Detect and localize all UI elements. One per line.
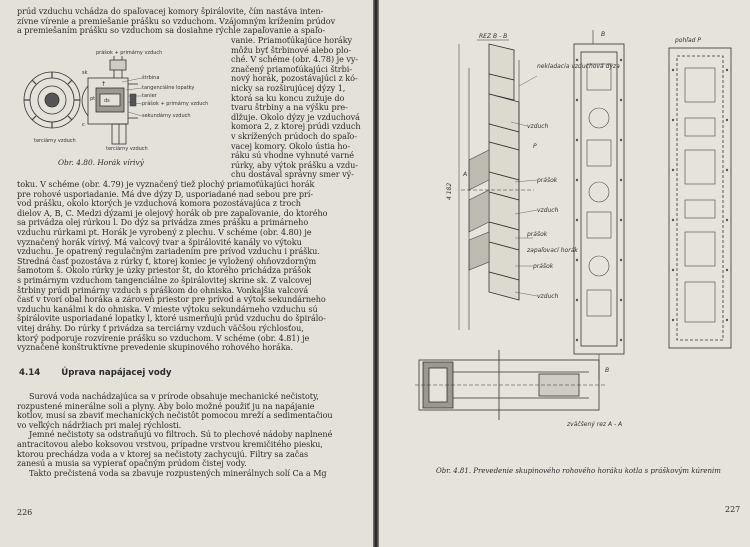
label-a: A	[463, 171, 468, 178]
text-line: zívne vírenie a premiešanie prášku so vzduchom. Vzájomným krížením prúdov	[17, 15, 336, 26]
text-line: vitej dráhy. Do rúrky ť privádza sa terciárny vzduch väčšou rýchlosťou,	[17, 322, 304, 333]
page-number-right: 227	[725, 505, 741, 514]
figure-label: štrbina	[142, 75, 160, 81]
text-line: vanie. Priamoťúkajúce horáky	[231, 35, 353, 45]
figure-label: pt	[90, 96, 96, 102]
figure-label: vzduch	[537, 207, 559, 214]
text-line: ché. V schéme (obr. 4.78) je vy-	[231, 54, 359, 65]
figure-label: tanier	[142, 93, 157, 99]
text-line: dielov A, B, C. Medzi dýzami je olejový horák ob pre zapaľovanie, do ktorého	[17, 207, 328, 218]
section-label: zväčšený rez A - A	[567, 421, 623, 428]
figure-label: tangenciálne lopatky	[142, 85, 195, 91]
text-line: ktorou prechádza voda a v ktorej sa nečistoty zachycujú. Filtry sa začas	[17, 448, 309, 459]
text-line: ktorá sa ku koncu zužuje do	[231, 92, 345, 103]
text-line: Jemné nečistoty sa odstraňujú vo filtroch. Sú to plechové nádoby naplnené	[29, 429, 333, 440]
section-number: 4.14	[19, 368, 41, 378]
text-line: ktorý podporuje rozvírenie prášku so vzduchom. V schéme (obr. 4.81) je	[17, 332, 310, 343]
figure-label: vzduch	[537, 293, 559, 300]
text-line: zanesú a musia sa vypierať opačným prúdom čistej vody.	[17, 458, 247, 469]
text-line: komora 2, z ktorej prúdi vzduch	[231, 121, 361, 132]
page-number-left: 226	[17, 508, 33, 517]
text-line: vyznačený horák vírivý. Má valcový tvar a špirálovité kanály vo výtoku	[17, 236, 302, 247]
label-b-bottom: B	[605, 367, 610, 374]
figure-caption: Obr. 4.80. Horák vírivý	[58, 158, 144, 167]
figure-label: terciárny vzduch	[34, 138, 76, 144]
figure-label: ds	[104, 98, 110, 104]
figure-label: vzduch	[527, 123, 549, 130]
figure-label: terciárny vzduch	[106, 146, 148, 152]
text-line: šamotom š. Okolo rúrky je úzky priestor št, do ktorého prichádza prášok	[17, 265, 312, 276]
text-line: môžu byť štrbinové alebo plo-	[231, 44, 352, 55]
text-line: vod prášku, okolo ktorých je vzduchová komora pozostávajúca z troch	[17, 198, 301, 209]
figure-label: Ť	[102, 82, 106, 88]
text-line: a premiešaním prášku so vzduchom sa dosiahne rýchle zapaľovanie a spaľo-	[17, 25, 326, 36]
text-line: kotlov, musí sa zbaviť mechanických nečistôt pomocou mreží a sedimentačiou	[17, 410, 333, 421]
left-page	[0, 0, 373, 547]
text-line: toku. V schéme (obr. 4.79) je vyznačený tiež plochý priamoťúkajúci horák	[17, 179, 315, 189]
figure-label: nekladacia vzduchová dýza	[537, 63, 620, 70]
text-line: vzduchu rúrkami pt. Horák je vyrobený z plechu. V schéme (obr. 4.80) je	[17, 226, 312, 237]
text-line: pre rohové usporiadanie. Má dve dýzy D, usporiadané nad sebou pre prí-	[17, 188, 314, 199]
text-line: prúd vzduchu vchádza do spaľovacej komory špirálovite, čím nastáva inten-	[17, 6, 324, 16]
body-paragraph	[17, 180, 327, 353]
text-line: rozpustené minerálne soli a plyny. Aby bolo možné použiť ju na napájanie	[17, 400, 315, 411]
right-page	[379, 0, 750, 547]
text-line: vyznačené konštruktívne prevedenie skupinového rohového horáka.	[17, 342, 293, 353]
text-line: s primárnym vzduchom tangenciálne zo špirálovitej skrine sk. Z valcovej	[17, 274, 312, 285]
text-line: Stredná časť pozostáva z rúrky ť, ktorej koniec je vyložený ohňovzdorným	[17, 255, 317, 266]
text-line: špirálovite usporiadané lopatky l, ktoré usmerňujú prúd vzduchu do špirálo-	[17, 313, 326, 324]
top-paragraph	[17, 7, 335, 36]
right-column-paragraph	[231, 36, 361, 180]
section-heading	[19, 368, 172, 378]
text-line: Surová voda nachádzajúca sa v prírode obsahuje mechanické nečistoty,	[29, 391, 319, 401]
text-line: vzduchu. Je opatrený regulačným zariadením pre prívod vzduchu i prášku.	[17, 246, 320, 257]
text-line: nový horák, pozostávajúci z kó-	[231, 73, 358, 84]
text-line: tvaru štrbiny a na výšku pre-	[231, 102, 348, 113]
text-line: dlžuje. Okolo dýzy je vzduchová	[231, 111, 360, 122]
text-line: antracitovou alebo koksovou vrstvou, prípadne vrstvou kremičitého piesku,	[17, 438, 323, 449]
figure-label: prášok	[533, 263, 554, 270]
figure-label: prášok	[527, 231, 548, 238]
text-line: rúrky, aby výtok prášku a vzdu-	[231, 159, 358, 170]
figure-label: sekundárny vzduch	[142, 113, 191, 119]
text-line: vo veľkých nádržiach pri malej rýchlosti.	[17, 419, 182, 430]
label-p: P	[533, 143, 537, 150]
text-line: v skrížených prúdoch do spaľo-	[231, 130, 357, 141]
text-line: štrbiny prúdi primárny vzduch s práškom do ohniska. Vonkajšia valcová	[17, 284, 309, 295]
figure-label: prášok + primárny vzduch	[96, 50, 163, 56]
text-line: značený priamoťúkajúci štrbi-	[231, 63, 352, 74]
figure-label: sk	[82, 70, 88, 76]
figure-label: prášok + primárny vzduch	[142, 101, 209, 107]
text-line: vacej komory. Okolo ústia ho-	[231, 140, 351, 151]
dimension-label: 4 182	[446, 182, 453, 200]
view-label: pohľad P	[675, 37, 701, 44]
burner-figure-4-80	[18, 38, 209, 158]
text-line: ráku sú vhodne vyhnuté varné	[231, 150, 355, 161]
figure-label: prášok	[537, 177, 558, 184]
figure-label: c	[82, 122, 85, 128]
label-b-top: B	[601, 31, 606, 38]
text-line: nicky sa rozširujúcej dýzy 1,	[231, 82, 346, 93]
burner-figure-4-81	[379, 0, 750, 460]
text-line: vzduchu kanálmi k do ohniska. V mieste výtoku sekundárneho vzduchu sú	[17, 303, 318, 314]
section-paragraph	[17, 392, 333, 478]
section-label: REZ B - B	[479, 33, 508, 40]
figure-caption: Obr. 4.81. Prevedenie skupinového rohového horáku kotla s práškovým kúrenim	[436, 467, 721, 475]
text-line: Takto prečistená voda sa zbavuje rozpustených minerálnych solí Ca a Mg	[29, 467, 327, 478]
text-line: chu dostával správny smer vý-	[231, 169, 354, 180]
section-title: Úprava napájacej vody	[61, 368, 172, 378]
text-line: časť v tvorí obal horáka a zároveň priestor pre prívod a výtok sekundárneho	[17, 294, 326, 305]
figure-label: zapaľovací horák	[527, 247, 578, 254]
text-line: sa privádza olej rúrkou l. Do dýz sa privádza zmes prášku a primárneho	[17, 217, 309, 228]
